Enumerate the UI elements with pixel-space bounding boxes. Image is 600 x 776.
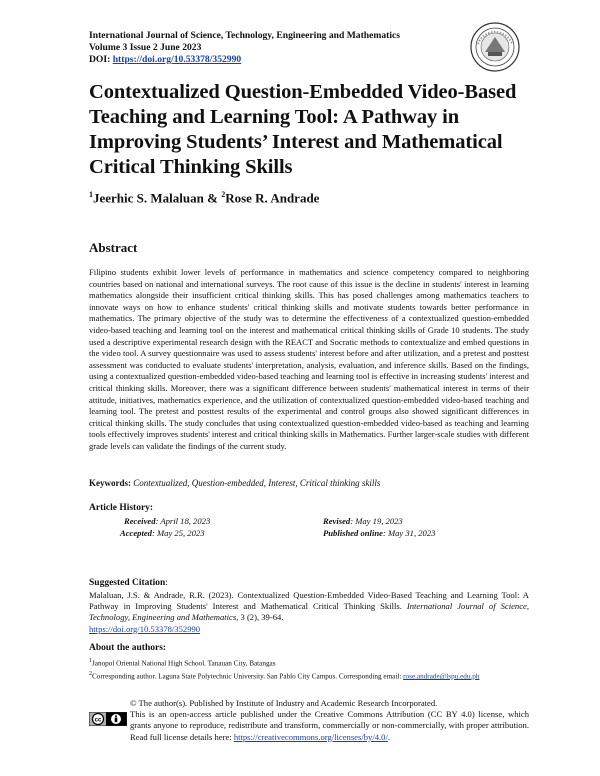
license-text: © The author(s). Published by Institute of Industry and Academic Research Incorporated. This is an open-access article published under the Creative Commons Attribution (CC BY 4.0) license, which grants anyone to reproduce, redistribute and transform, commercially or non-commercially, with proper attribution. Read full license details here: https://creativecommons.org/licenses/by/4.0/. xyxy=(130,698,529,742)
author-affiliation-1: $^1$Janopol Oriental National High School. Tanauan City, Batangas xyxy=(89,658,276,668)
accepted-date: Accepted: May 25, 2023 xyxy=(120,528,205,538)
authors: $^1$Jeerhic S. Malaluan & $^2$Rose R. Andrade xyxy=(89,190,320,206)
cc-mark-text: cc xyxy=(94,717,102,724)
revised-date: Revised: May 19, 2023 xyxy=(323,516,403,526)
keywords: Keywords: Contextualized, Question-embedded, Interest, Critical thinking skills xyxy=(89,478,381,488)
abstract-heading: Abstract xyxy=(89,240,138,255)
received-date: Received: April 18, 2023 xyxy=(124,516,211,526)
history-heading: Article History: xyxy=(89,503,154,513)
journal-volume: Volume 3 Issue 2 June 2023 xyxy=(89,42,202,53)
cc-by-license-icon[interactable] xyxy=(89,712,127,726)
doi-link[interactable]: https://doi.org/10.53378/352990 xyxy=(112,54,242,65)
about-text xyxy=(89,656,529,682)
citation-text: Malaluan, J.S. & Andrade, R.R. (2023). Contextualized Question-Embedded Video-Based Teaching and Learning Tool: A Pathway in Improving Students' Interest and Mathematical Critical Thinking Skills. International Journal of Science, Technology, Engineering and Mathematics, 3 (2), 39-64. https://doi.org/10.53378/352990 xyxy=(89,590,529,634)
copyright-line: © The author(s). Published by Institute of Industry and Academic Research Incorporated. xyxy=(130,698,438,708)
paper-title: Contextualized Question-Embedded Video-Based Teaching and Learning Tool: A Pathway in Improving Students’ Interest and Mathematical Critical Thinking Skills xyxy=(89,81,517,178)
license-link[interactable]: https://creativecommons.org/licenses/by/4.0/ xyxy=(233,731,388,742)
journal-name: International Journal of Science, Technology, Engineering and Mathematics xyxy=(89,30,401,41)
published-date: Published online: May 31, 2023 xyxy=(323,528,436,538)
citation-heading: Suggested Citation: xyxy=(89,578,168,588)
journal-doi: DOI: https://doi.org/10.53378/352990 xyxy=(89,54,242,65)
author-affiliation-2: $^2$Corresponding author. Laguna State Polytechnic University. San Pablo City Campus. Corresponding email: rose.andrade@lspu.edu.ph xyxy=(89,670,480,681)
author-email-link[interactable]: rose.andrade@lspu.edu.ph xyxy=(403,672,480,681)
journal-header xyxy=(89,30,469,66)
abstract-text: Filipino students exhibit lower levels of performance in mathematics and science competency compared to neighboring countries based on national and international surveys. The root cause of this issue is the decline in students' interest in learning mathematics alongside their insufficient critical thinking skills. This has posed challenges among mathematics teachers to innovate ways on how to enhance students' critical thinking skills and motivate students towards better performance in mathematics. The primary objective of the study was to determine the effectiveness of a contextualized question-embedded video-based teaching and learning tool on the interest and mathematical critical thinking skills of Grade 10 students. The study used a descriptive experimental research design with the REACT and Socratic methods to contextualize and embed questions in the video tool. A survey questionnaire was used to assess students' interest before and after utilization, and a pretest and posttest assessment was conducted to evaluate students' interpretation, analysis, evaluation, and inference skills. Based on the findings, using a contextualized question-embedded video-based teaching and learning tool is effective in increasing students' interest and critical thinking skills. Moreover, there was a significant difference between students' mathematical interest in terms of their attitude, initiatives, mathematics experience, and the utilization of contextualized question-embedded video-based teaching and learning tool. The pretest and posttest results of the experimental and control groups also showed significant differences in critical thinking skills. The study concludes that using contextualized question-embedded video-based as teaching and learning tools effectively improves students' interest and critical thinking skills in Mathematics. Further larger-scale studies with different grade levels can validate the findings of the current study. xyxy=(89,267,530,451)
journal-seal-icon xyxy=(470,22,520,72)
citation-link[interactable]: https://doi.org/10.53378/352990 xyxy=(89,623,201,634)
about-heading: About the authors: xyxy=(89,643,167,653)
